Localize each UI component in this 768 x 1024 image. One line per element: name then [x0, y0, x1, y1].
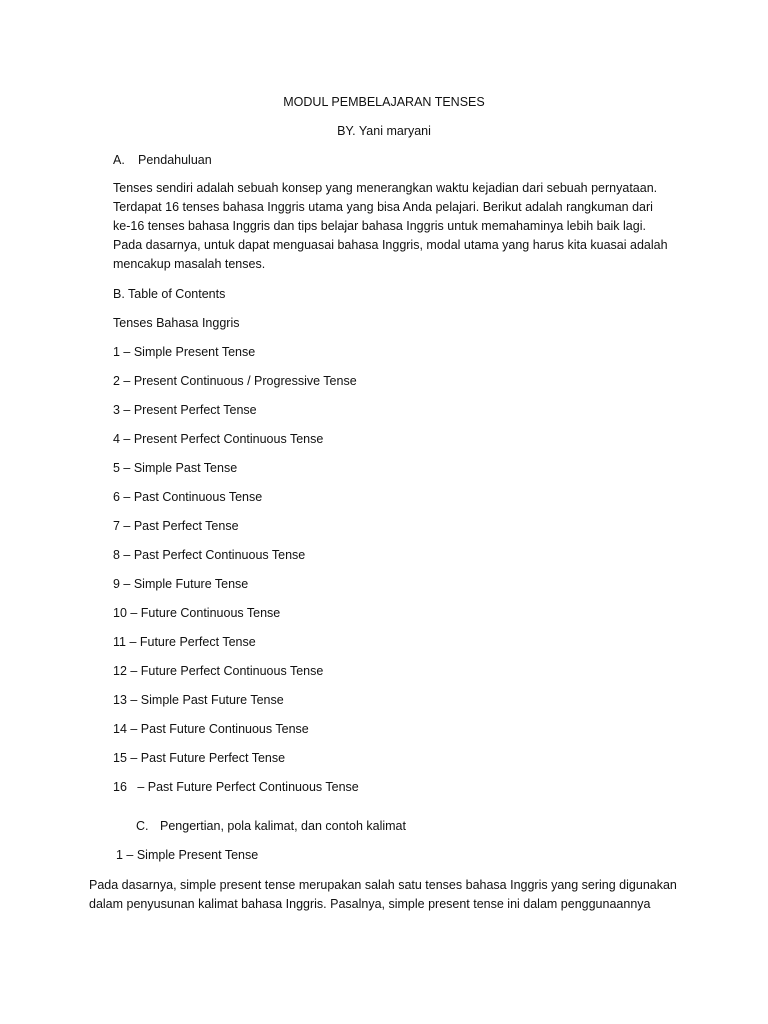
- section-a-letter: A.: [113, 153, 125, 167]
- toc-item: 15 – Past Future Perfect Tense: [113, 751, 286, 765]
- section-c-heading: [136, 817, 406, 836]
- document-title: MODUL PEMBELAJARAN TENSES: [283, 95, 485, 109]
- section-c-letter: C.: [136, 819, 149, 833]
- toc-item: 9 – Simple Future Tense: [113, 577, 249, 591]
- toc-item: 2 – Present Continuous / Progressive Tense: [113, 374, 357, 388]
- section-a-title: Pendahuluan: [138, 153, 212, 167]
- section-b-heading: B. Table of Contents: [113, 287, 226, 301]
- toc-item: 7 – Past Perfect Tense: [113, 519, 239, 533]
- toc-item: 13 – Simple Past Future Tense: [113, 693, 284, 707]
- toc-heading: Tenses Bahasa Inggris: [113, 316, 240, 330]
- document-author: BY. Yani maryani: [337, 124, 431, 138]
- section-a-heading: [113, 151, 212, 170]
- toc-item: 10 – Future Continuous Tense: [113, 606, 281, 620]
- toc-item: 11 – Future Perfect Tense: [113, 635, 256, 649]
- toc-item: 16 – Past Future Perfect Continuous Tense: [113, 780, 359, 794]
- toc-item: 12 – Future Perfect Continuous Tense: [113, 664, 324, 678]
- intro-paragraph-block: [113, 179, 673, 274]
- toc-item: 1 – Simple Present Tense: [113, 345, 256, 359]
- section-c-title: Pengertian, pola kalimat, dan contoh kalimat: [160, 819, 406, 833]
- toc-item: 3 – Present Perfect Tense: [113, 403, 257, 417]
- body-paragraph-block: [89, 876, 689, 914]
- toc-item: 5 – Simple Past Tense: [113, 461, 238, 475]
- toc-item: 6 – Past Continuous Tense: [113, 490, 263, 504]
- body-paragraph: Pada dasarnya, simple present tense merupakan salah satu tenses bahasa Inggris yang sering digunakan dalam penyusunan kalimat bahasa Inggris. Pasalnya, simple present tense ini dalam penggunaannya: [89, 878, 677, 911]
- table-of-contents: [113, 343, 359, 807]
- subsection-heading: 1 – Simple Present Tense: [116, 848, 259, 862]
- toc-item: 14 – Past Future Continuous Tense: [113, 722, 309, 736]
- intro-paragraph: Tenses sendiri adalah sebuah konsep yang menerangkan waktu kejadian dari sebuah pernyataan. Terdapat 16 tenses bahasa Inggris utama yang bisa Anda pelajari. Berikut adalah rangkuman dari ke-16 tenses bahasa Inggris dan tips belajar bahasa Inggris untuk memahaminya lebih baik lagi. Pada dasarnya, untuk dapat menguasai bahasa Inggris, modal utama yang harus kita kuasai adalah mencakup masalah tenses.: [113, 181, 668, 271]
- toc-item: 8 – Past Perfect Continuous Tense: [113, 548, 306, 562]
- toc-item: 4 – Present Perfect Continuous Tense: [113, 432, 324, 446]
